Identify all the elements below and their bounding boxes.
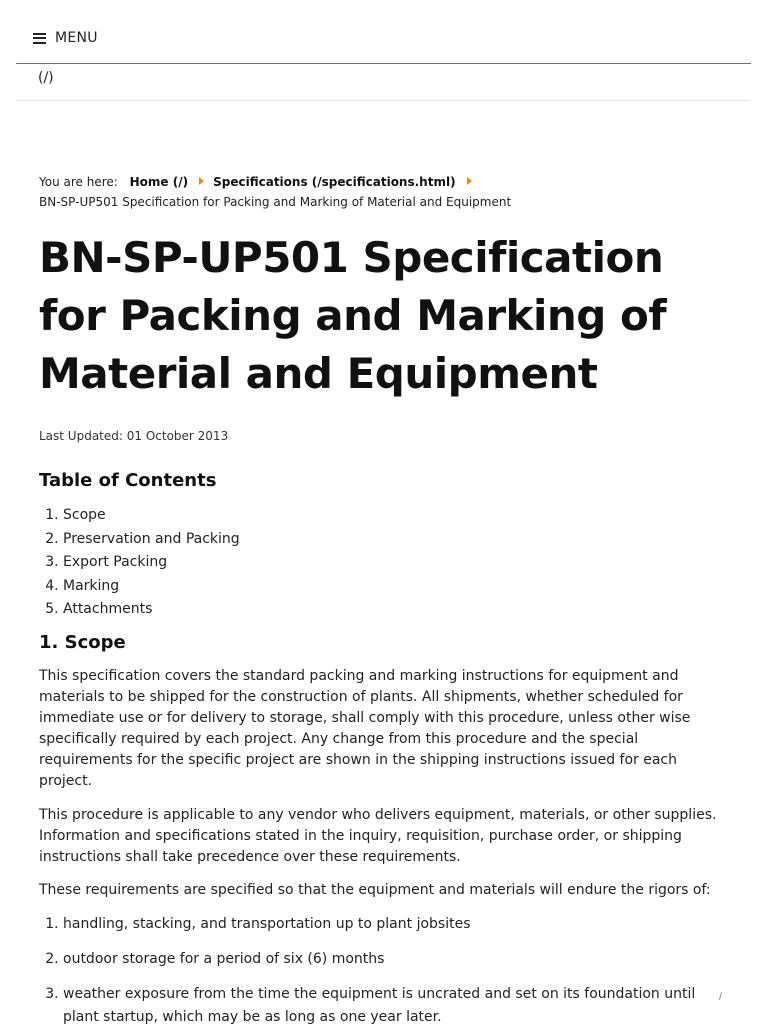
page-title: BN-SP-UP501 Specification for Packing and Marking of Material and Equipment xyxy=(39,233,667,398)
toc-heading: Table of Contents xyxy=(39,470,217,491)
table-of-contents xyxy=(39,504,729,622)
scope-paragraph: This specification covers the standard packing and marking instructions for equipment and materials to be shipped for the construction of plants. All shipments, whether scheduled for immediate use or for delivery to storage, shall comply with this procedure, unless other wise specifically required by each project. Any change from this procedure and the special requirements for the specific project are shown in the shipping instructions issued for each project. xyxy=(39,667,691,789)
scope-paragraph: This procedure is applicable to any vendor who delivers equipment, materials, or other supplies. Information and specifications stated in the inquiry, requisition, purchase order, or shipping instructions shall take precedence over these requirements. xyxy=(39,806,717,865)
breadcrumb-home-link[interactable]: Home (/) xyxy=(129,175,189,189)
scope-heading: 1. Scope xyxy=(39,631,126,653)
requirement-item: 1. handling, stacking, and transportation up to plant jobsites xyxy=(63,913,729,936)
toc-link-preservation-and-packing[interactable]: Preservation and Packing xyxy=(63,530,240,547)
breadcrumb-lead: You are here: xyxy=(39,175,118,189)
requirements-list xyxy=(39,913,729,1024)
breadcrumb-separator-icon xyxy=(199,177,204,185)
toc-item xyxy=(63,551,729,575)
home-logo-link[interactable]: (/) xyxy=(38,70,54,86)
menu-button[interactable] xyxy=(33,30,98,46)
toc-item xyxy=(63,575,729,599)
toc-link-marking[interactable]: Marking xyxy=(63,577,120,594)
breadcrumb-specifications-link[interactable]: Specifications (/specifications.html) xyxy=(213,175,456,189)
top-navigation-bar xyxy=(16,0,751,64)
toc-item xyxy=(63,504,729,528)
scope-paragraph: These requirements are specified so that the equipment and materials will endure the rigors of: xyxy=(39,881,711,898)
main-content xyxy=(39,172,729,1024)
hamburger-icon xyxy=(33,33,46,44)
requirement-item: 2. outdoor storage for a period of six (6) months xyxy=(63,948,729,971)
breadcrumb xyxy=(39,172,729,212)
toc-link-export-packing[interactable]: Export Packing xyxy=(63,554,168,570)
toc-link-scope[interactable]: Scope xyxy=(63,507,106,523)
toc-link-attachments[interactable]: Attachments xyxy=(63,601,153,617)
last-updated: Last Updated: 01 October 2013 xyxy=(39,429,229,443)
menu-label: MENU xyxy=(55,30,98,46)
corner-mark: / xyxy=(719,992,723,1002)
toc-item xyxy=(63,598,729,622)
breadcrumb-separator-icon xyxy=(467,177,472,185)
logo-row xyxy=(16,64,751,101)
breadcrumb-current-page: BN-SP-UP501 Specification for Packing and Marking of Material and Equipment xyxy=(39,195,512,209)
toc-item xyxy=(63,528,729,552)
requirement-item: 3. weather exposure from the time the equipment is uncrated and set on its foundation until plant startup, which may be as long as one year later. xyxy=(63,983,729,1024)
